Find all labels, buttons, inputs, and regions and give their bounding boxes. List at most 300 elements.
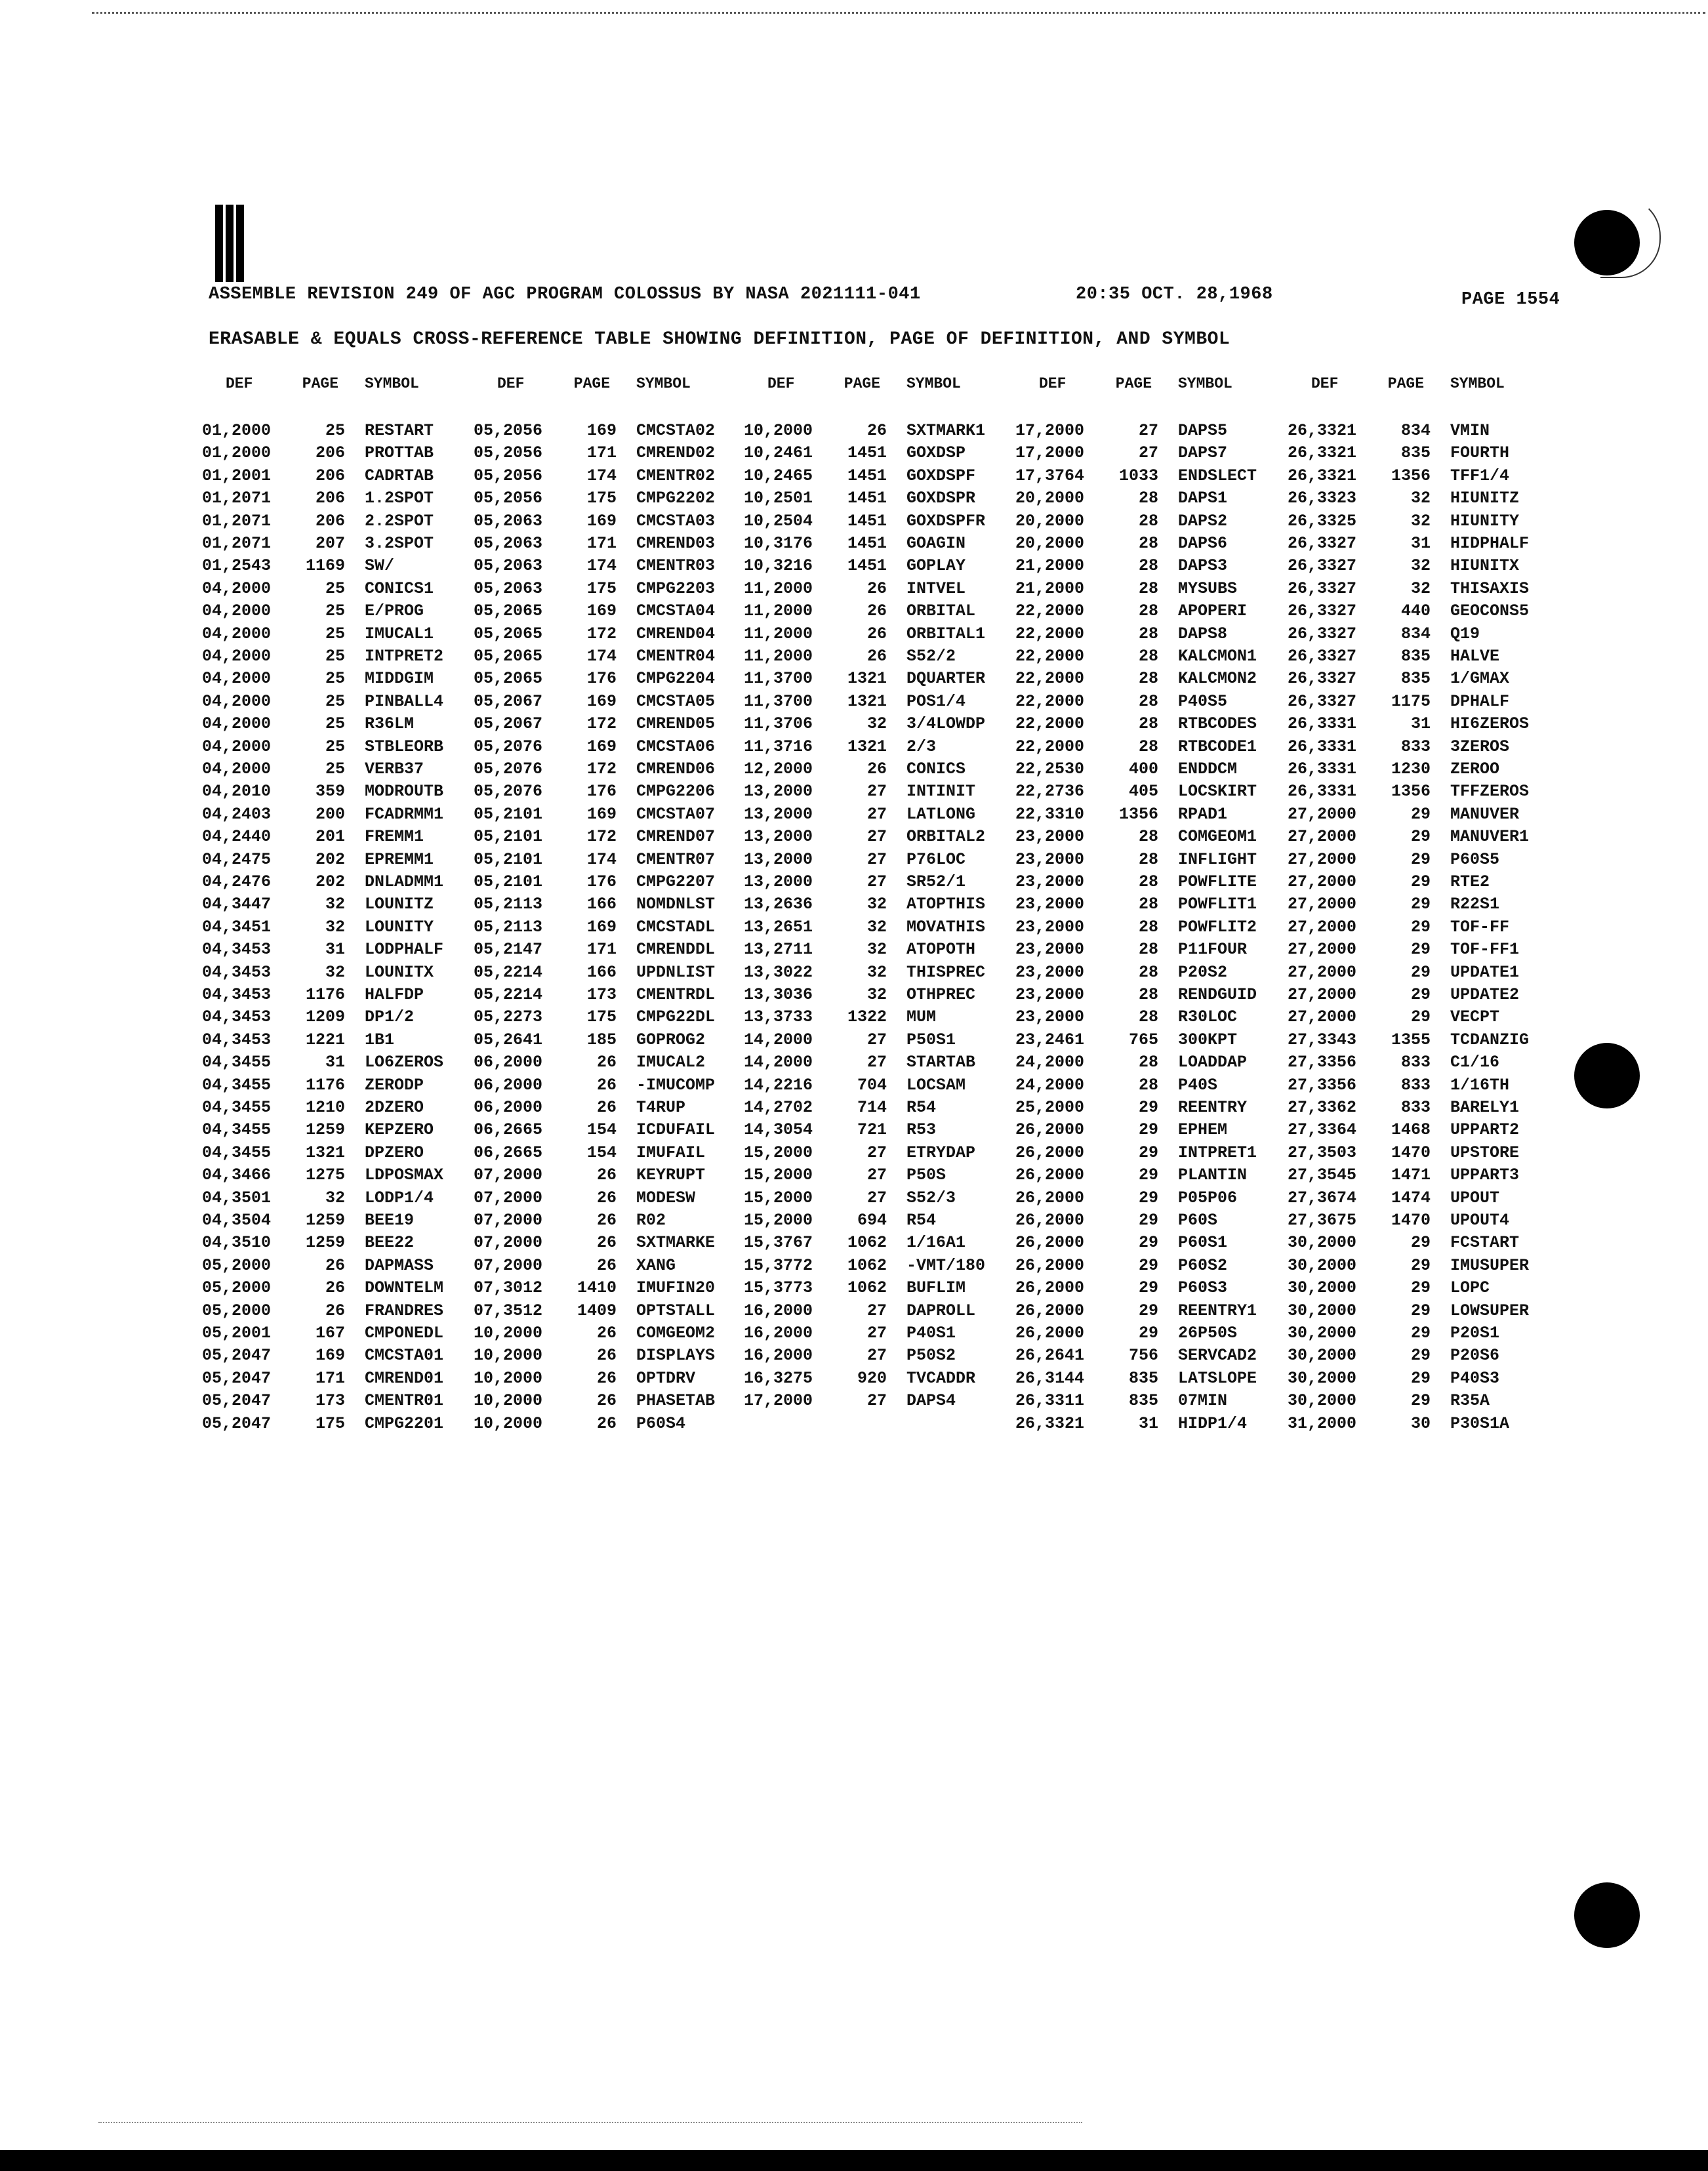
def-cell: 01,2001 (202, 466, 272, 485)
def-cell: 26,3331 (1288, 714, 1357, 733)
symbol-cell: POWFLIT1 (1178, 895, 1257, 914)
page-cell: 27 (866, 850, 887, 869)
symbol-cell: VMIN (1450, 421, 1490, 440)
def-cell: 30,2000 (1288, 1391, 1357, 1410)
symbol-cell: RENDGUID (1178, 985, 1257, 1004)
def-cell: 26,3144 (1015, 1369, 1085, 1388)
def-cell: 05,2065 (474, 647, 543, 666)
symbol-cell: P60S1 (1178, 1233, 1228, 1252)
page-cell: 1355 (1391, 1030, 1431, 1049)
page-cell: 176 (586, 669, 617, 688)
page-cell: 29 (1138, 1143, 1158, 1162)
symbol-cell: 3ZEROS (1450, 737, 1510, 756)
def-cell: 11,3700 (744, 669, 813, 688)
def-cell: 26,3327 (1288, 601, 1357, 620)
page-cell: 1176 (305, 1076, 345, 1095)
def-cell: 17,2000 (1015, 443, 1085, 462)
page-cell: 28 (1138, 872, 1158, 891)
page-cell: 32 (1410, 579, 1431, 598)
symbol-cell: KALCMON2 (1178, 669, 1257, 688)
symbol-cell: SR52/1 (906, 872, 966, 891)
page-cell: 200 (315, 805, 345, 824)
symbol-cell: LATLONG (906, 805, 976, 824)
def-cell: 23,2000 (1015, 850, 1085, 869)
page-cell: 28 (1138, 985, 1158, 1004)
page-cell: 169 (586, 692, 617, 711)
symbol-cell: CMCSTA04 (636, 601, 716, 620)
page-cell: 29 (1410, 850, 1431, 869)
page-cell: 169 (315, 1346, 345, 1365)
symbol-cell: P05P06 (1178, 1188, 1238, 1207)
symbol-cell: LATSLOPE (1178, 1369, 1257, 1388)
symbol-cell: IMUFAIL (636, 1143, 706, 1162)
symbol-cell: DQUARTER (906, 669, 986, 688)
symbol-cell: 1/16TH (1450, 1076, 1510, 1095)
def-cell: 17,2000 (1015, 421, 1085, 440)
page-cell: 175 (315, 1414, 345, 1433)
def-cell: 24,2000 (1015, 1053, 1085, 1072)
column-header-page: PAGE (844, 375, 880, 392)
def-cell: 05,2047 (202, 1391, 272, 1410)
def-cell: 26,3321 (1288, 466, 1357, 485)
def-cell: 30,2000 (1288, 1324, 1357, 1343)
page-cell: 28 (1138, 963, 1158, 982)
page-cell: 29 (1138, 1233, 1158, 1252)
page-cell: 26 (596, 1188, 617, 1207)
page-cell: 28 (1138, 512, 1158, 531)
column-header-page: PAGE (302, 375, 338, 392)
symbol-cell: ATOPOTH (906, 940, 976, 959)
page-cell: 29 (1138, 1120, 1158, 1139)
page-cell: 1356 (1391, 466, 1431, 485)
page-cell: 26 (596, 1211, 617, 1230)
def-cell: 13,2000 (744, 872, 813, 891)
def-cell: 20,2000 (1015, 534, 1085, 553)
def-cell: 21,2000 (1015, 556, 1085, 575)
def-cell: 01,2543 (202, 556, 272, 575)
symbol-cell: P60S4 (636, 1414, 686, 1433)
symbol-cell: ZEROO (1450, 760, 1500, 779)
page-cell: 32 (1410, 512, 1431, 531)
symbol-cell: ORBITAL2 (906, 827, 986, 846)
def-cell: 05,2065 (474, 601, 543, 620)
def-cell: 04,3455 (202, 1120, 272, 1139)
symbol-cell: TOF-FF1 (1450, 940, 1520, 959)
page-cell: 27 (866, 827, 887, 846)
page-cell: 28 (1138, 647, 1158, 666)
page-cell: 27 (866, 872, 887, 891)
page-cell: 26 (596, 1324, 617, 1343)
def-cell: 10,3176 (744, 534, 813, 553)
column-header-def: DEF (1039, 375, 1067, 392)
def-cell: 26,2641 (1015, 1346, 1085, 1365)
symbol-cell: TFF1/4 (1450, 466, 1510, 485)
def-cell: 26,3327 (1288, 534, 1357, 553)
symbol-cell: RESTART (365, 421, 434, 440)
page-cell: 694 (857, 1211, 887, 1230)
symbol-cell: P50S1 (906, 1030, 956, 1049)
def-cell: 04,3455 (202, 1076, 272, 1095)
def-cell: 01,2000 (202, 421, 272, 440)
symbol-cell: CMENTR02 (636, 466, 716, 485)
page-cell: 721 (857, 1120, 887, 1139)
page-cell: 1451 (847, 534, 887, 553)
def-cell: 10,2504 (744, 512, 813, 531)
def-cell: 05,2067 (474, 714, 543, 733)
symbol-cell: P50S (906, 1166, 946, 1185)
symbol-cell: P20S2 (1178, 963, 1228, 982)
def-cell: 04,2475 (202, 850, 272, 869)
def-cell: 27,2000 (1288, 827, 1357, 846)
def-cell: 05,2063 (474, 534, 543, 553)
def-cell: 06,2665 (474, 1120, 543, 1139)
page-cell: 32 (866, 918, 887, 937)
def-cell: 27,3356 (1288, 1076, 1357, 1095)
page-cell: 27 (866, 782, 887, 801)
def-cell: 27,2000 (1288, 940, 1357, 959)
page-cell: 29 (1138, 1324, 1158, 1343)
page-cell: 29 (1410, 1278, 1431, 1297)
page-cell: 359 (315, 782, 345, 801)
page-cell: 26 (596, 1098, 617, 1117)
symbol-cell: E/PROG (365, 601, 424, 620)
symbol-cell: PROTTAB (365, 443, 434, 462)
page-cell: 28 (1138, 737, 1158, 756)
symbol-cell: P60S3 (1178, 1278, 1228, 1297)
symbol-cell: P20S1 (1450, 1324, 1500, 1343)
symbol-cell: S52/3 (906, 1188, 956, 1207)
page-cell: 171 (586, 534, 617, 553)
def-cell: 14,2000 (744, 1030, 813, 1049)
symbol-cell: GOXDSPF (906, 466, 976, 485)
def-cell: 31,2000 (1288, 1414, 1357, 1433)
def-cell: 14,2000 (744, 1053, 813, 1072)
page-cell: 28 (1138, 714, 1158, 733)
page-cell: 185 (586, 1030, 617, 1049)
page-cell: 169 (586, 601, 617, 620)
symbol-cell: MIDDGIM (365, 669, 434, 688)
page-cell: 174 (586, 466, 617, 485)
def-cell: 04,3501 (202, 1188, 272, 1207)
symbol-cell: 3/4LOWDP (906, 714, 986, 733)
page-cell: 29 (1410, 963, 1431, 982)
def-cell: 10,3216 (744, 556, 813, 575)
page-cell: 440 (1400, 601, 1431, 620)
symbol-cell: HI6ZEROS (1450, 714, 1530, 733)
def-cell: 27,2000 (1288, 1007, 1357, 1026)
symbol-cell: LOADDAP (1178, 1053, 1248, 1072)
symbol-cell: MANUVER1 (1450, 827, 1530, 846)
def-cell: 30,2000 (1288, 1346, 1357, 1365)
def-cell: 30,2000 (1288, 1301, 1357, 1320)
column-header-def: DEF (767, 375, 795, 392)
symbol-cell: UPPART2 (1450, 1120, 1520, 1139)
assembly-title: ASSEMBLE REVISION 249 OF AGC PROGRAM COLOSSUS BY NASA 2021111-041 (209, 285, 921, 304)
def-cell: 06,2000 (474, 1053, 543, 1072)
def-cell: 13,2000 (744, 850, 813, 869)
page-number: PAGE 1554 (1461, 290, 1560, 310)
page-cell: 26 (596, 1233, 617, 1252)
page-cell: 26 (596, 1346, 617, 1365)
symbol-cell: P30S1A (1450, 1414, 1510, 1433)
def-cell: 01,2071 (202, 489, 272, 508)
page-cell: 166 (586, 895, 617, 914)
symbol-cell: STBLEORB (365, 737, 444, 756)
symbol-cell: P76LOC (906, 850, 966, 869)
page-cell: 26 (866, 579, 887, 598)
page-cell: 1210 (305, 1098, 345, 1117)
symbol-cell: CMREND01 (365, 1369, 444, 1388)
page-cell: 27 (866, 805, 887, 824)
page-cell: 32 (866, 895, 887, 914)
symbol-cell: INFLIGHT (1178, 850, 1257, 869)
page-cell: 174 (586, 647, 617, 666)
punch-hole-arc (1600, 197, 1661, 278)
symbol-cell: LOWSUPER (1450, 1301, 1530, 1320)
symbol-cell: DAPS6 (1178, 534, 1228, 553)
def-cell: 05,2214 (474, 963, 543, 982)
def-cell: 13,2000 (744, 827, 813, 846)
column-header-page: PAGE (573, 375, 610, 392)
symbol-cell: GOPLAY (906, 556, 966, 575)
symbol-cell: CMPG2207 (636, 872, 716, 891)
symbol-cell: 26P50S (1178, 1324, 1238, 1343)
def-cell: 13,2000 (744, 782, 813, 801)
page-cell: 171 (586, 443, 617, 462)
def-cell: 10,2000 (744, 421, 813, 440)
symbol-cell: DAPMASS (365, 1256, 434, 1275)
symbol-cell: R02 (636, 1211, 666, 1230)
symbol-cell: ENDSLECT (1178, 466, 1257, 485)
symbol-cell: P40S5 (1178, 692, 1228, 711)
symbol-cell: UPDATE1 (1450, 963, 1520, 982)
symbol-cell: TVCADDR (906, 1369, 976, 1388)
def-cell: 14,3054 (744, 1120, 813, 1139)
page-cell: 26 (325, 1256, 345, 1275)
symbol-cell: OTHPREC (906, 985, 976, 1004)
page-cell: 704 (857, 1076, 887, 1095)
page-cell: 1451 (847, 443, 887, 462)
page-cell: 28 (1138, 624, 1158, 643)
page-cell: 27 (866, 1030, 887, 1049)
page-cell: 29 (1138, 1301, 1158, 1320)
symbol-cell: LODPHALF (365, 940, 444, 959)
def-cell: 22,3310 (1015, 805, 1085, 824)
symbol-cell: PINBALL4 (365, 692, 444, 711)
symbol-cell: APOPERI (1178, 601, 1248, 620)
def-cell: 15,2000 (744, 1188, 813, 1207)
symbol-cell: THISAXIS (1450, 579, 1530, 598)
page-cell: 1259 (305, 1233, 345, 1252)
page-cell: 25 (325, 647, 345, 666)
symbol-cell: DPHALF (1450, 692, 1510, 711)
def-cell: 04,3453 (202, 940, 272, 959)
def-cell: 26,2000 (1015, 1211, 1085, 1230)
def-cell: 07,2000 (474, 1166, 543, 1185)
page-cell: 26 (866, 421, 887, 440)
page-cell: 27 (866, 1324, 887, 1343)
page-cell: 26 (596, 1053, 617, 1072)
def-cell: 23,2461 (1015, 1030, 1085, 1049)
page-cell: 1062 (847, 1233, 887, 1252)
page-cell: 26 (866, 760, 887, 779)
def-cell: 30,2000 (1288, 1233, 1357, 1252)
page-cell: 27 (866, 1166, 887, 1185)
page-cell: 154 (586, 1120, 617, 1139)
symbol-cell: FCADRMM1 (365, 805, 444, 824)
page-cell: 202 (315, 872, 345, 891)
def-cell: 15,3773 (744, 1278, 813, 1297)
page-cell: 29 (1138, 1188, 1158, 1207)
page-cell: 835 (1128, 1369, 1158, 1388)
def-cell: 27,3675 (1288, 1211, 1357, 1230)
def-cell: 26,2000 (1015, 1188, 1085, 1207)
page-cell: 25 (325, 624, 345, 643)
def-cell: 26,2000 (1015, 1233, 1085, 1252)
def-cell: 20,2000 (1015, 489, 1085, 508)
page-cell: 835 (1400, 669, 1431, 688)
symbol-cell: GEOCONS5 (1450, 601, 1530, 620)
symbol-cell: 1.2SPOT (365, 489, 434, 508)
symbol-cell: CMPG22DL (636, 1007, 716, 1026)
page-cell: 169 (586, 805, 617, 824)
page-cell: 169 (586, 737, 617, 756)
symbol-cell: IMUCAL1 (365, 624, 434, 643)
page-cell: 32 (866, 985, 887, 1004)
def-cell: 22,2000 (1015, 737, 1085, 756)
page-cell: 25 (325, 579, 345, 598)
page-cell: 1474 (1391, 1188, 1431, 1207)
def-cell: 27,2000 (1288, 805, 1357, 824)
page-cell: 1356 (1391, 782, 1431, 801)
page-cell: 1471 (1391, 1166, 1431, 1185)
symbol-cell: CMPG2203 (636, 579, 716, 598)
def-cell: 23,2000 (1015, 895, 1085, 914)
page-cell: 172 (586, 827, 617, 846)
symbol-cell: IMUCAL2 (636, 1053, 706, 1072)
def-cell: 10,2000 (474, 1369, 543, 1388)
def-cell: 23,2000 (1015, 1007, 1085, 1026)
page-cell: 1230 (1391, 760, 1431, 779)
def-cell: 04,2000 (202, 714, 272, 733)
def-cell: 26,3321 (1288, 421, 1357, 440)
symbol-cell: CMREND02 (636, 443, 716, 462)
symbol-cell: GOXDSPR (906, 489, 976, 508)
symbol-cell: R54 (906, 1211, 937, 1230)
page-cell: 27 (866, 1346, 887, 1365)
symbol-cell: CMCSTA01 (365, 1346, 444, 1365)
def-cell: 16,2000 (744, 1346, 813, 1365)
symbol-cell: CMREND04 (636, 624, 716, 643)
def-cell: 11,3700 (744, 692, 813, 711)
def-cell: 27,2000 (1288, 985, 1357, 1004)
page-cell: 765 (1128, 1030, 1158, 1049)
page-cell: 1451 (847, 512, 887, 531)
page-cell: 1169 (305, 556, 345, 575)
page-cell: 26 (325, 1278, 345, 1297)
def-cell: 26,3327 (1288, 669, 1357, 688)
symbol-cell: DAPS3 (1178, 556, 1228, 575)
symbol-cell: BEE19 (365, 1211, 415, 1230)
symbol-cell: IMUFIN20 (636, 1278, 716, 1297)
symbol-cell: RTBCODE1 (1178, 737, 1257, 756)
symbol-cell: OPTDRV (636, 1369, 696, 1388)
def-cell: 26,3327 (1288, 647, 1357, 666)
symbol-cell: DPZERO (365, 1143, 424, 1162)
def-cell: 27,2000 (1288, 963, 1357, 982)
symbol-cell: 2/3 (906, 737, 937, 756)
def-cell: 05,2065 (474, 669, 543, 688)
page-cell: 1451 (847, 466, 887, 485)
def-cell: 27,3364 (1288, 1120, 1357, 1139)
symbol-cell: THISPREC (906, 963, 986, 982)
symbol-cell: 3.2SPOT (365, 534, 434, 553)
symbol-cell: R30LOC (1178, 1007, 1238, 1026)
symbol-cell: 2DZERO (365, 1098, 424, 1117)
symbol-cell: CMREND07 (636, 827, 716, 846)
page-cell: 1356 (1118, 805, 1158, 824)
page-cell: 173 (586, 985, 617, 1004)
table-title: ERASABLE & EQUALS CROSS-REFERENCE TABLE SHOWING DEFINITION, PAGE OF DEFINITION, AND SYMBOL (209, 329, 1230, 350)
page-cell: 206 (315, 512, 345, 531)
symbol-cell: P11FOUR (1178, 940, 1248, 959)
symbol-cell: DAPS2 (1178, 512, 1228, 531)
symbol-cell: C1/16 (1450, 1053, 1500, 1072)
symbol-cell: R35A (1450, 1391, 1490, 1410)
page-cell: 32 (866, 940, 887, 959)
def-cell: 05,2076 (474, 782, 543, 801)
page-cell: 28 (1138, 850, 1158, 869)
def-cell: 05,2076 (474, 760, 543, 779)
page-cell: 1259 (305, 1211, 345, 1230)
symbol-cell: POWFLIT2 (1178, 918, 1257, 937)
def-cell: 05,2113 (474, 918, 543, 937)
def-cell: 21,2000 (1015, 579, 1085, 598)
page-cell: 25 (325, 737, 345, 756)
page-cell: 174 (586, 850, 617, 869)
page-cell: 201 (315, 827, 345, 846)
page-cell: 169 (586, 512, 617, 531)
page-cell: 28 (1138, 556, 1158, 575)
page-cell: 1062 (847, 1278, 887, 1297)
def-cell: 26,3327 (1288, 624, 1357, 643)
symbol-cell: CMCSTA07 (636, 805, 716, 824)
page-cell: 28 (1138, 579, 1158, 598)
page-cell: 172 (586, 624, 617, 643)
symbol-cell: SERVCAD2 (1178, 1346, 1257, 1365)
def-cell: 20,2000 (1015, 512, 1085, 531)
def-cell: 14,2702 (744, 1098, 813, 1117)
def-cell: 05,2101 (474, 872, 543, 891)
page-cell: 834 (1400, 421, 1431, 440)
def-cell: 10,2000 (474, 1414, 543, 1433)
def-cell: 13,2711 (744, 940, 813, 959)
def-cell: 23,2000 (1015, 918, 1085, 937)
symbol-cell: P60S2 (1178, 1256, 1228, 1275)
def-cell: 26,3327 (1288, 556, 1357, 575)
symbol-cell: COMGEOM2 (636, 1324, 716, 1343)
symbol-cell: ENDDCM (1178, 760, 1238, 779)
page-cell: 28 (1138, 1053, 1158, 1072)
page-cell: 26 (866, 601, 887, 620)
def-cell: 05,2214 (474, 985, 543, 1004)
def-cell: 26,2000 (1015, 1120, 1085, 1139)
symbol-cell: XANG (636, 1256, 676, 1275)
def-cell: 04,3451 (202, 918, 272, 937)
page-cell: 175 (586, 1007, 617, 1026)
def-cell: 05,2047 (202, 1369, 272, 1388)
page-cell: 174 (586, 556, 617, 575)
